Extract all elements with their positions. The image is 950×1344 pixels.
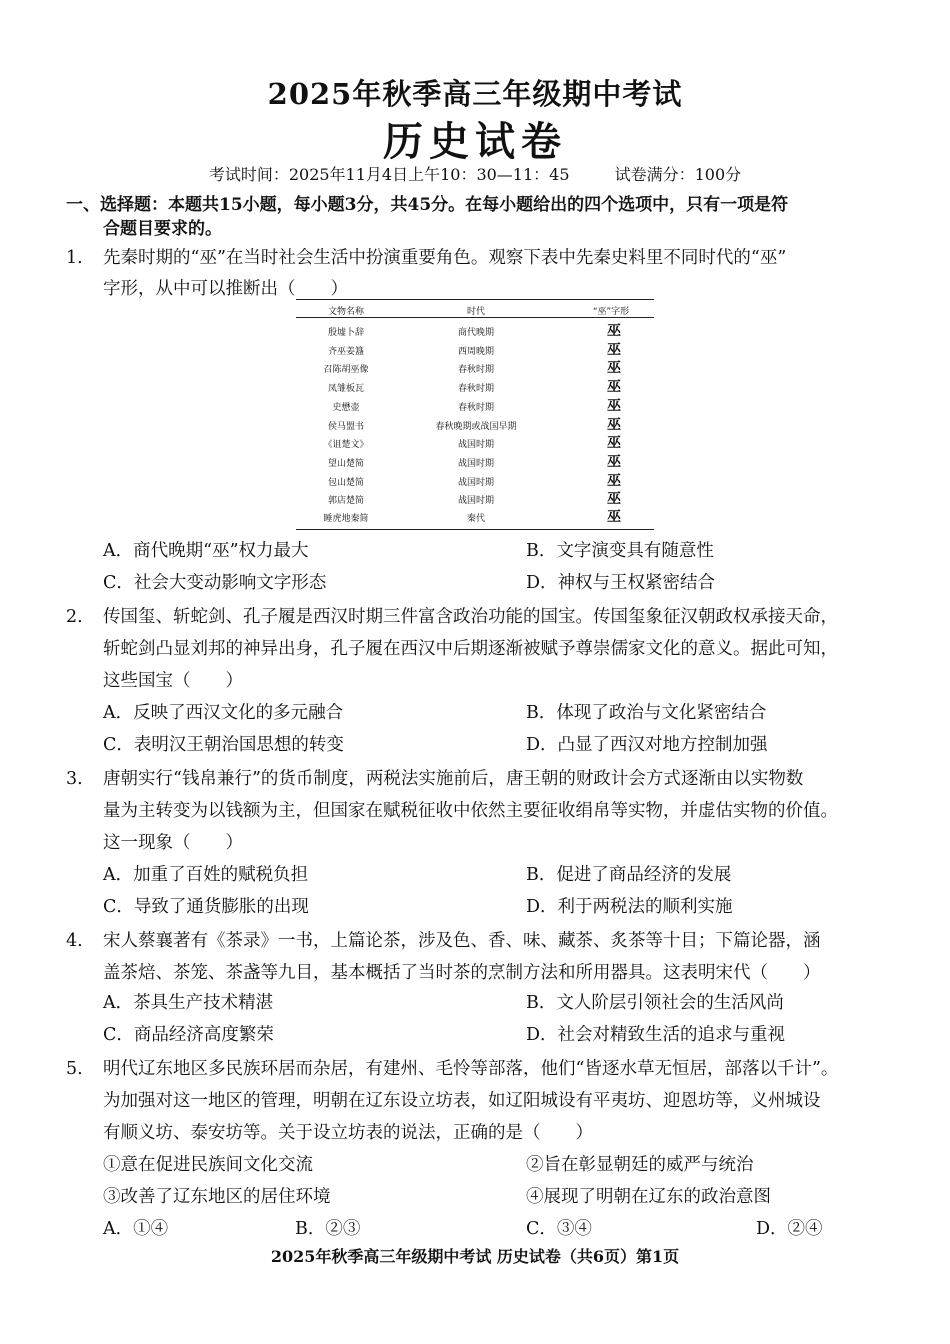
question-number: 2. [66,607,83,627]
exam-time: 考试时间：2025年11月4日上午10：30—11：45 [208,165,570,184]
table-cell: 秦代 [466,514,485,524]
table-cell: 凤雏板瓦 [327,384,364,394]
option-c: C．社会大变动影响文字形态 [103,573,327,593]
table-cell: 史懋壶 [332,403,360,413]
question-line: 有顺义坊、泰安坊等。关于设立坊表的说法，正确的是（ ） [103,1123,593,1143]
full-score: 试卷满分：100分 [614,165,742,184]
question-line: 传国玺、斩蛇剑、孔子履是西汉时期三件富含政治功能的国宝。传国玺象征汉朝政权承接天命， [103,607,838,627]
question-number: 4. [66,931,83,951]
question-line: 量为主转变为以钱额为主，但国家在赋税征收中依然主要征收绢帛等实物，并虚估实物的价值。 [103,801,838,821]
table-cell: 春秋时期 [457,384,494,394]
table-cell: 春秋时期 [457,365,494,375]
question-line: 宋人蔡襄著有《茶录》一书，上篇论茶，涉及色、香、味、藏茶、炙茶等十目；下篇论器，涵 [103,931,821,951]
option-b: B．文字演变具有随意性 [526,541,714,561]
ancient-glyph-image: 巫 [607,435,621,451]
table-cell: 召陈胡巫像 [323,365,369,375]
table-header: 时代 [466,307,485,317]
table-cell: 殷墟卜辞 [327,328,364,338]
option-c: C．导致了通货膨胀的出现 [103,897,309,917]
table-cell: 齐巫姜簋 [327,347,364,357]
option-a: A．加重了百姓的赋税负担 [103,865,309,885]
table-header: “巫”字形 [592,307,630,317]
option-d: D．②④ [756,1219,823,1239]
table-header-rule [296,317,654,318]
table-cell: 郭店楚简 [327,496,364,506]
option-d: D．神权与王权紧密结合 [526,573,716,593]
question-line: 这一现象（ ） [103,833,243,853]
option-a: A．反映了西汉文化的多元融合 [103,703,344,723]
ancient-glyph-image: 巫 [607,417,621,433]
section-heading-line2: 合题目要求的。 [103,219,222,239]
statement-1: ①意在促进民族间文化交流 [103,1155,313,1175]
option-c: C．③④ [526,1219,592,1239]
question-number: 1. [66,248,83,268]
option-c: C．商品经济高度繁荣 [103,1025,274,1045]
table-cell: 西周晚期 [457,347,494,357]
question-number: 3. [66,769,83,789]
table-cell: 望山楚简 [327,459,364,469]
ancient-glyph-image: 巫 [607,342,621,358]
subject-title: 历史试卷 [383,118,567,165]
table-cell: 春秋时期 [457,403,494,413]
table-cell: 商代晚期 [457,328,494,338]
page-footer: 2025年秋季高三年级期中考试 历史试卷（共6页）第1页 [270,1247,680,1266]
statement-2: ②旨在彰显朝廷的威严与统治 [526,1155,754,1175]
table-cell: 春秋晚期或战国早期 [435,422,517,432]
wu-character-table [296,299,654,531]
option-b: B．②③ [295,1219,361,1239]
ancient-glyph-image: 巫 [607,379,621,395]
option-b: B．文人阶层引领社会的生活风尚 [526,993,784,1013]
table-bottom-rule [296,529,654,530]
question-line: 为加强对这一地区的管理，明朝在辽东设立坊表，如辽阳城设有平夷坊、迎恩坊等，义州城设 [103,1091,821,1111]
statement-3: ③改善了辽东地区的居住环境 [103,1187,331,1207]
option-a: A．①④ [103,1219,169,1239]
table-cell: 战国时期 [457,496,494,506]
table-cell: 睡虎地秦简 [323,514,369,524]
section-heading-line1: 一、选择题：本题共15小题，每小题3分，共45分。在每小题给出的四个选项中，只有一项是符 [66,195,789,215]
exam-meta [0,162,950,185]
table-cell: 战国时期 [457,478,494,488]
statement-4: ④展现了明朝在辽东的政治意图 [526,1187,771,1207]
question-line: 斩蛇剑凸显刘邦的神异出身，孔子履在西汉中后期逐渐被赋予尊崇儒家文化的意义。据此可知， [103,639,838,659]
option-d: D．利于两税法的顺利实施 [526,897,733,917]
question-line: 唐朝实行“钱帛兼行”的货币制度，两税法实施前后，唐王朝的财政计会方式逐渐由以实物数 [103,769,804,789]
option-a: A．茶具生产技术精湛 [103,993,274,1013]
exam-title: 2025年秋季高三年级期中考试 [267,77,683,111]
question-line: 这些国宝（ ） [103,671,243,691]
question-line: 盖茶焙、茶笼、茶盏等九目，基本概括了当时茶的烹制方法和所用器具。这表明宋代（ ） [103,963,821,983]
table-cell: 包山楚简 [327,478,364,488]
option-d: D．社会对精致生活的追求与重视 [526,1025,786,1045]
question-number: 5. [66,1059,83,1079]
table-cell: 战国时期 [457,459,494,469]
ancient-glyph-image: 巫 [607,323,621,339]
option-d: D．凸显了西汉对地方控制加强 [526,735,768,755]
table-header: 文物名称 [327,307,364,317]
question-line: 明代辽东地区多民族环居而杂居，有建州、毛怜等部落，他们“皆逐水草无恒居，部落以千计”。 [103,1059,839,1079]
ancient-glyph-image: 巫 [607,360,621,376]
table-cell: 侯马盟书 [327,422,364,432]
ancient-glyph-image: 巫 [607,491,621,507]
ancient-glyph-image: 巫 [607,398,621,414]
option-c: C．表明汉王朝治国思想的转变 [103,735,344,755]
table-cell: 战国时期 [457,440,494,450]
ancient-glyph-image: 巫 [607,509,621,525]
ancient-glyph-image: 巫 [607,454,621,470]
question-line: 字形，从中可以推断出（ ） [103,279,348,299]
question-line: 先秦时期的“巫”在当时社会生活中扮演重要角色。观察下表中先秦史料里不同时代的“巫” [103,248,787,268]
option-b: B．体现了政治与文化紧密结合 [526,703,767,723]
option-b: B．促进了商品经济的发展 [526,865,732,885]
option-a: A．商代晚期“巫”权力最大 [103,541,309,561]
table-cell: 《诅楚文》 [323,440,369,450]
table-top-rule [296,299,654,300]
ancient-glyph-image: 巫 [607,473,621,489]
